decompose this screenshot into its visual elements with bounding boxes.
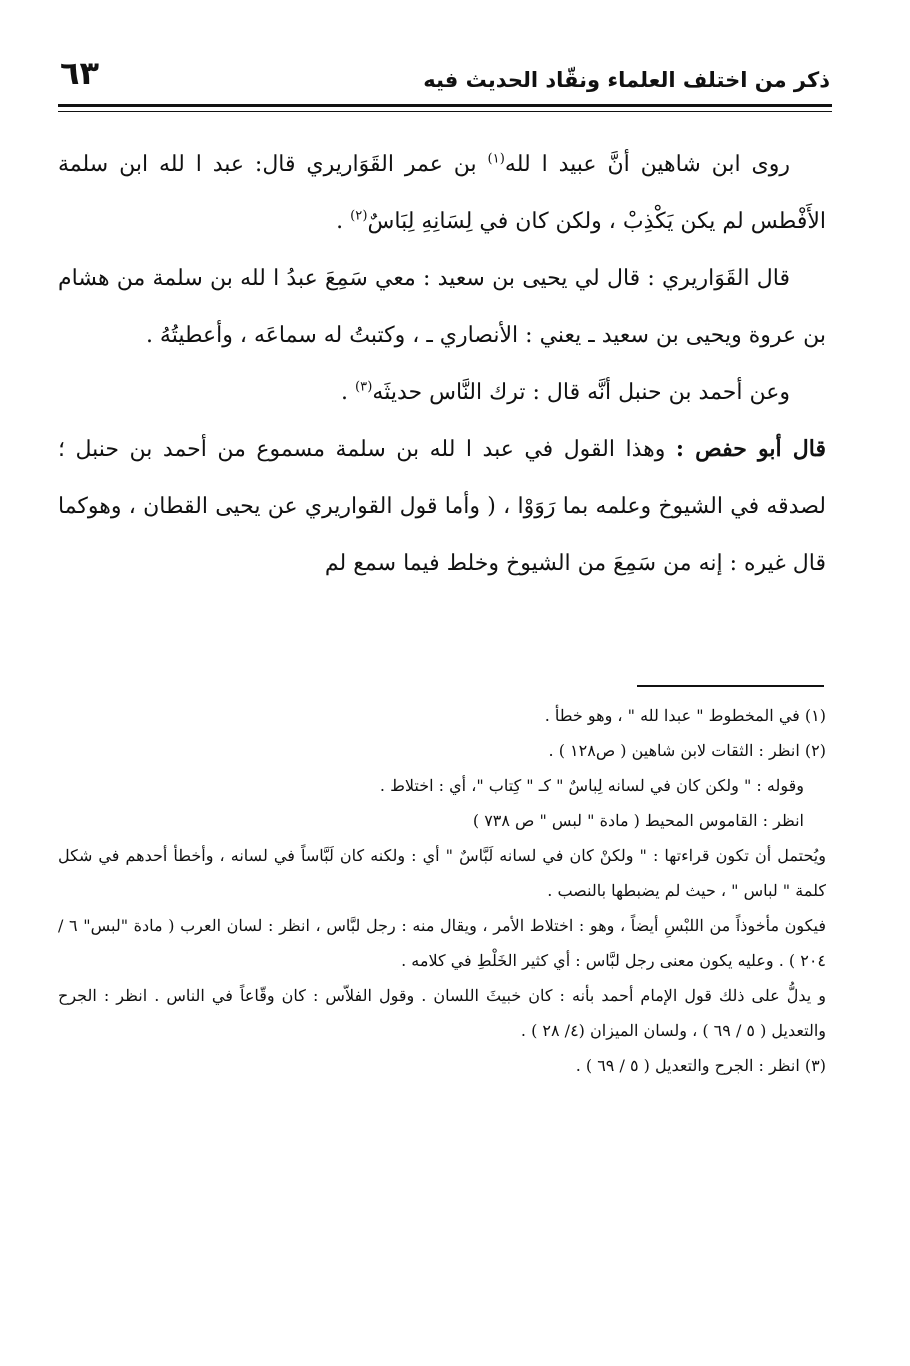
footnotes <box>58 698 826 1083</box>
header-rule-thin <box>58 111 832 112</box>
paragraph-1 <box>58 136 826 250</box>
footnote-3: (٣) انظر : الجرح والتعديل ( ٥ / ٦٩ ) . <box>575 1056 826 1075</box>
footnote-ref-2: (٢) <box>350 208 368 224</box>
footnote-ref-3: (٣) <box>355 379 373 395</box>
main-text <box>58 136 826 592</box>
paragraph-1-text-b: بن عمر القَوَاريري قال: عبد ا لله ابن سلمة الأَفْطس لم يكن يَكْذِبْ ، ولكن كان في لِسَانِهِ لِبَاسٌ <box>58 152 826 234</box>
paragraph-4-lead: قال أبو حفص : <box>675 436 826 462</box>
footnote-2-quote-3: ويُحتمل أن تكون قراءتها : " ولكنْ كان في لسانه لَبَّاسٌ " أي : ولكنه كان لَبَّاساً في لسانه ، وأخطأ أحدهم في شكل كلمة " لباس " ، حيث لم يضبطها بالنصب . <box>58 846 826 900</box>
footnote-separator <box>637 685 824 687</box>
paragraph-1-text-c: . <box>336 209 351 234</box>
paragraph-1-text-a: روى ابن شاهين أنَّ عبيد ا لله <box>504 152 791 177</box>
running-title: ذكر من اختلف العلماء ونقّاد الحديث فيه <box>423 68 830 92</box>
header-rule-thick <box>58 104 832 107</box>
paragraph-3-text-b: . <box>341 380 355 405</box>
footnote-2-quote-4: فيكون مأخوذاً من اللبْسِ أيضاً ، وهو : اختلاط الأمر ، ويقال منه : رجل لبَّاس ، انظر : لسان العرب ( مادة "لبس" ٦ / ٢٠٤ ) . وعليه يكون معنى رجل لبَّاس : أي كثير الخَلْطِ في كلامه . <box>58 916 826 970</box>
footnote-1: (١) في المخطوط " عبدا لله " ، وهو خطأ . <box>544 706 826 725</box>
paragraph-2: قال القَوَاريري : قال لي يحيى بن سعيد : معي سَمِعَ عبدُ ا لله بن سلمة من هشام بن عروة ويحيى بن سعيد ـ يعني : الأنصاري ـ ، وكتبتُ له سماعَه ، وأعطيتُهُ . <box>58 266 826 348</box>
paragraph-3-text-a: وعن أحمد بن حنبل أنَّه قال : ترك النَّاس حديثَه <box>372 380 790 405</box>
paragraph-3 <box>58 364 826 421</box>
footnote-2-quote-5: و يدلُّ على ذلك قول الإمام أحمد بأنه : كان خبيثَ اللسان . وقول الفلاّس : كان وقّاعاً في الناس . انظر : الجرح والتعديل ( ٥ / ٦٩ ) ، ولسان الميزان (٤/ ٢٨ ) . <box>58 986 826 1040</box>
page-header <box>60 52 830 100</box>
footnote-2-quote-2: انظر : القاموس المحيط ( مادة " لبس " ص ٧٣٨ ) <box>472 811 804 830</box>
footnote-ref-1: (١) <box>487 151 505 167</box>
paragraph-4 <box>58 421 826 592</box>
paragraph-4-text: وهذا القول في عبد ا لله بن سلمة مسموع من أحمد بن حنبل ؛ لصدقه في الشيوخ وعلمه بما رَوَوْا ، ( وأما قول القواريري عن يحيى القطان ، وهوكما قال غيره : إنه من سَمِعَ من الشيوخ وخلط فيما سمع لم <box>58 437 826 576</box>
footnote-2: (٢) انظر : الثقات لابن شاهين ( ص١٢٨ ) . <box>548 741 826 760</box>
footnote-2-quote-1: وقوله : " ولكن كان في لسانه لِباسٌ " كـ " كِتاب "، أي : اختلاط . <box>379 776 804 795</box>
page-number: ٦٣ <box>60 54 100 92</box>
